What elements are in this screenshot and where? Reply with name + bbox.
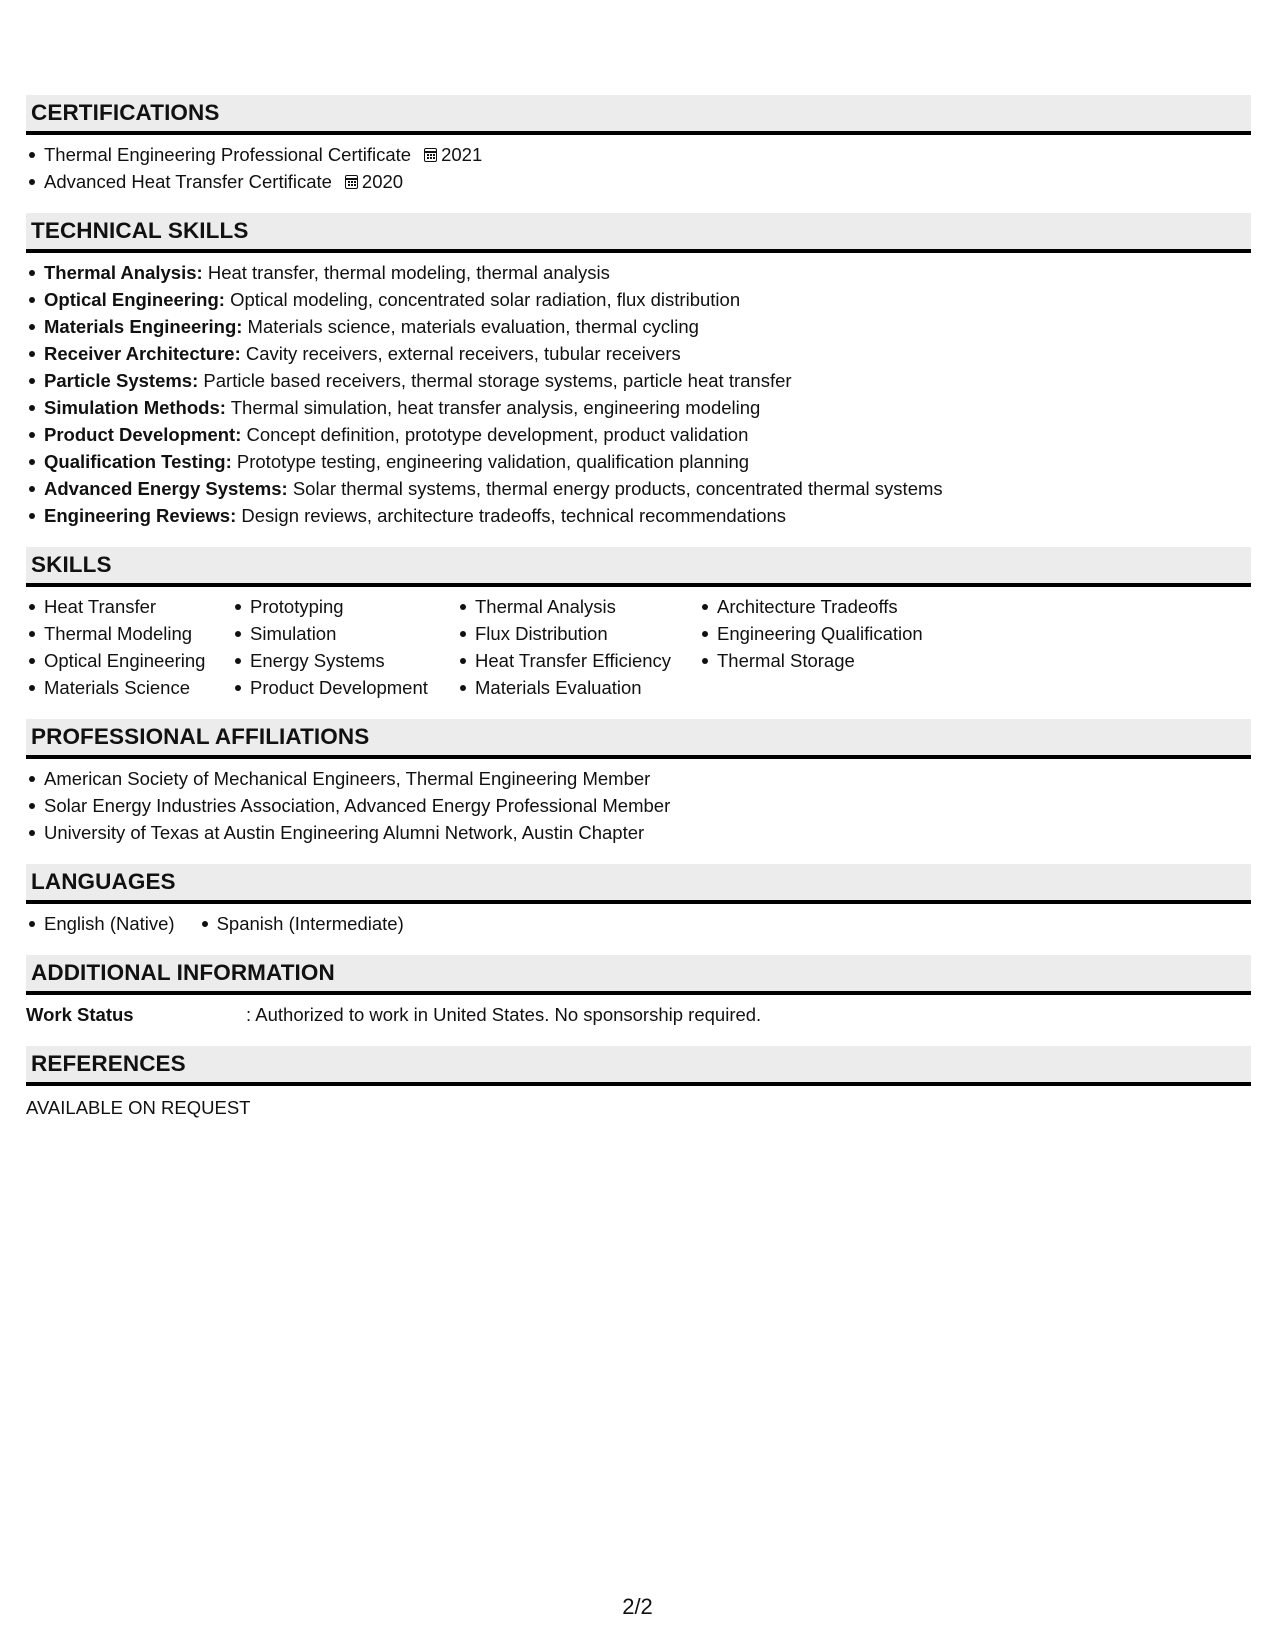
technical-skills-list (26, 259, 1251, 529)
skill-text: Materials science, materials evaluation, thermal cycling (247, 316, 699, 337)
skill-item: Flux Distribution (457, 620, 699, 647)
technical-skill-item (26, 367, 1251, 394)
skill-item: Materials Science (26, 674, 232, 701)
skill-item: Thermal Modeling (26, 620, 232, 647)
languages-section (26, 864, 1251, 937)
technical-skill-item (26, 421, 1251, 448)
technical-skill-item (26, 394, 1251, 421)
section-title: SKILLS (26, 547, 1251, 587)
skill-label: Optical Engineering: (44, 289, 225, 310)
skill-item: Heat Transfer Efficiency (457, 647, 699, 674)
skill-label: Product Development: (44, 424, 242, 445)
calendar-icon (424, 148, 437, 162)
skill-item: Energy Systems (232, 647, 457, 674)
skill-item: Architecture Tradeoffs (699, 593, 959, 620)
certifications-section (26, 95, 1251, 195)
skill-label: Receiver Architecture: (44, 343, 241, 364)
skill-item: Thermal Analysis (457, 593, 699, 620)
certification-item (26, 141, 1251, 168)
skill-text: Cavity receivers, external receivers, tubular receivers (245, 343, 681, 364)
skill-label: Materials Engineering: (44, 316, 243, 337)
certification-item (26, 168, 1251, 195)
skill-text: Prototype testing, engineering validation, qualification planning (236, 451, 750, 472)
skills-grid (26, 593, 1251, 701)
skill-label: Thermal Analysis: (44, 262, 203, 283)
language-item: Spanish (Intermediate) (199, 910, 404, 937)
references-section (26, 1046, 1251, 1121)
section-title: REFERENCES (26, 1046, 1251, 1086)
technical-skill-item (26, 286, 1251, 313)
calendar-icon (345, 175, 358, 189)
skill-label: Engineering Reviews: (44, 505, 237, 526)
technical-skill-item (26, 475, 1251, 502)
skill-label: Simulation Methods: (44, 397, 226, 418)
technical-skills-section (26, 213, 1251, 529)
certification-name: Thermal Engineering Professional Certificate (44, 144, 412, 165)
skill-label: Advanced Energy Systems: (44, 478, 288, 499)
references-text: AVAILABLE ON REQUEST (26, 1097, 251, 1118)
section-title: TECHNICAL SKILLS (26, 213, 1251, 253)
skill-text: Solar thermal systems, thermal energy products, concentrated thermal systems (292, 478, 943, 499)
section-title: CERTIFICATIONS (26, 95, 1251, 135)
skill-item: Engineering Qualification (699, 620, 959, 647)
skills-column (699, 593, 959, 701)
skills-section (26, 547, 1251, 701)
certification-year: 2020 (361, 171, 404, 192)
section-title: ADDITIONAL INFORMATION (26, 955, 1251, 995)
work-status-row (26, 1001, 1251, 1028)
skills-column (26, 593, 232, 701)
work-status-value: : Authorized to work in United States. No sponsorship required. (246, 1004, 762, 1025)
skill-text: Heat transfer, thermal modeling, thermal analysis (207, 262, 610, 283)
skill-label: Qualification Testing: (44, 451, 232, 472)
section-title: PROFESSIONAL AFFILIATIONS (26, 719, 1251, 759)
affiliations-section (26, 719, 1251, 846)
affiliations-list (26, 765, 1251, 846)
skill-item: Heat Transfer (26, 593, 232, 620)
language-item: English (Native) (26, 910, 175, 937)
affiliation-item: Solar Energy Industries Association, Advanced Energy Professional Member (26, 792, 1251, 819)
skill-item: Simulation (232, 620, 457, 647)
section-title: LANGUAGES (26, 864, 1251, 904)
certifications-list (26, 141, 1251, 195)
skill-text: Concept definition, prototype development, product validation (246, 424, 749, 445)
skill-item: Optical Engineering (26, 647, 232, 674)
certification-name: Advanced Heat Transfer Certificate (44, 171, 332, 192)
skill-text: Design reviews, architecture tradeoffs, technical recommendations (241, 505, 787, 526)
skill-item: Prototyping (232, 593, 457, 620)
page-number: 2/2 (622, 1594, 653, 1619)
skill-text: Particle based receivers, thermal storage systems, particle heat transfer (203, 370, 792, 391)
skill-text: Thermal simulation, heat transfer analysis, engineering modeling (230, 397, 761, 418)
resume-page (26, 95, 1251, 1139)
skills-column (232, 593, 457, 701)
skill-item: Thermal Storage (699, 647, 959, 674)
technical-skill-item (26, 448, 1251, 475)
skill-text: Optical modeling, concentrated solar radiation, flux distribution (230, 289, 741, 310)
work-status-label: Work Status (26, 1004, 134, 1025)
skill-item: Materials Evaluation (457, 674, 699, 701)
affiliation-item: American Society of Mechanical Engineers, Thermal Engineering Member (26, 765, 1251, 792)
affiliation-item: University of Texas at Austin Engineering Alumni Network, Austin Chapter (26, 819, 1251, 846)
additional-info-section (26, 955, 1251, 1028)
skills-column (457, 593, 699, 701)
technical-skill-item (26, 259, 1251, 286)
languages-list (26, 910, 1251, 937)
technical-skill-item (26, 340, 1251, 367)
skill-item: Product Development (232, 674, 457, 701)
technical-skill-item (26, 502, 1251, 529)
technical-skill-item (26, 313, 1251, 340)
certification-year: 2021 (441, 144, 483, 165)
skill-label: Particle Systems: (44, 370, 199, 391)
